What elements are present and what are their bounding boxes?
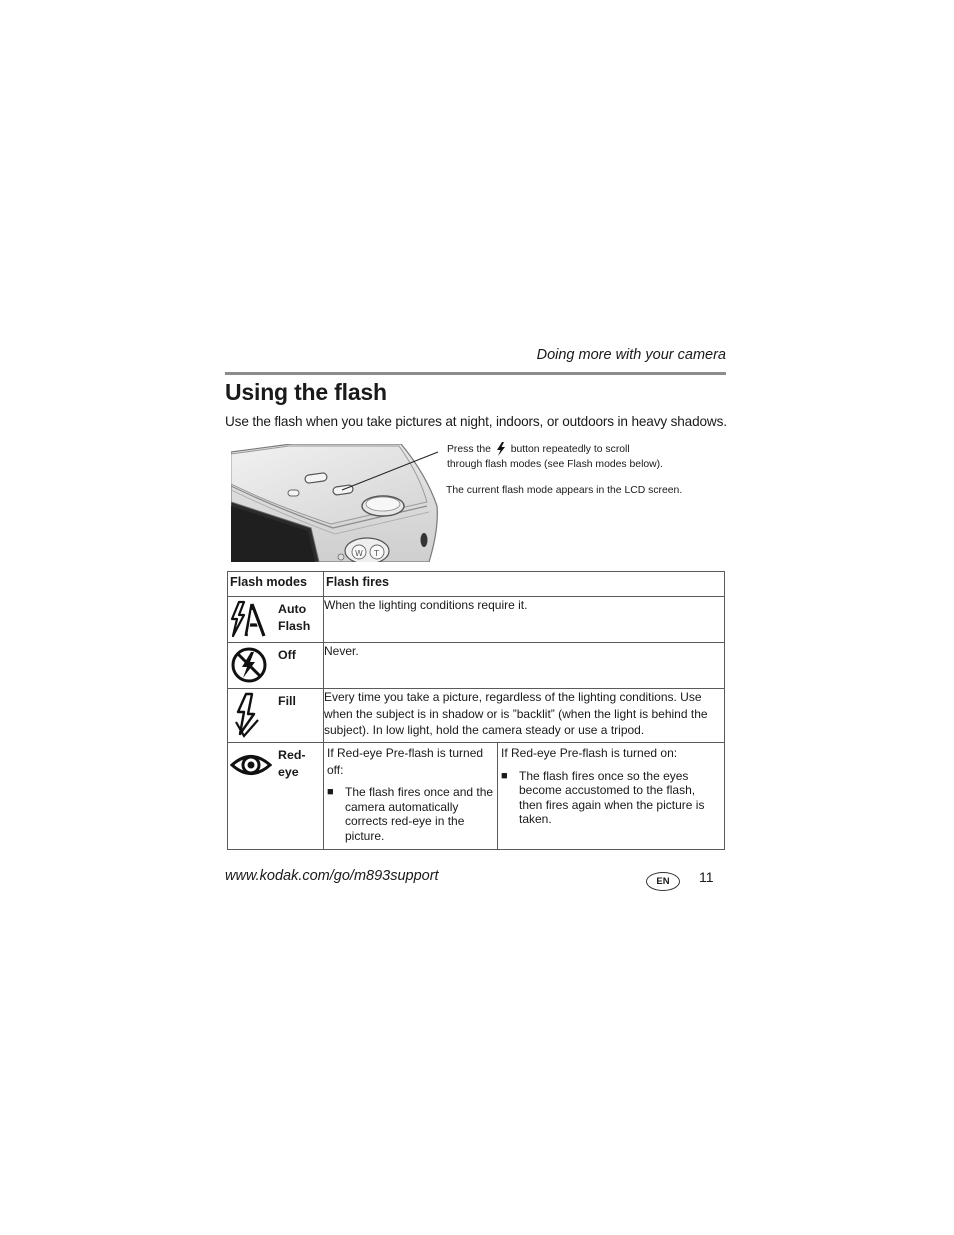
bullet-square-icon: ■ bbox=[327, 786, 334, 798]
camera-illustration bbox=[231, 444, 439, 562]
bullet-square-icon: ■ bbox=[501, 769, 508, 782]
mode-name: Fill bbox=[278, 694, 296, 708]
col-flash-modes: Flash modes bbox=[228, 572, 324, 597]
fill-flash-icon bbox=[230, 692, 274, 738]
callout-lcd: The current flash mode appears in the LCD screen. bbox=[446, 485, 683, 496]
page-number: 11 bbox=[699, 869, 714, 885]
header-rule bbox=[225, 372, 726, 375]
red-eye-off-heading: If Red-eye Pre-flash is turned off: bbox=[327, 746, 484, 777]
flash-modes-table bbox=[227, 571, 725, 850]
red-eye-description bbox=[324, 743, 725, 850]
flash-button-icon bbox=[494, 442, 508, 456]
page-title: Using the flash bbox=[225, 379, 387, 405]
red-eye-off-cell bbox=[324, 743, 498, 849]
col-flash-fires: Flash fires bbox=[324, 572, 725, 597]
table-row bbox=[228, 643, 725, 689]
callout-press-button: Press the button repeatedly to scroll through flash modes (see Flash modes below). bbox=[447, 444, 664, 470]
language-badge: EN bbox=[646, 872, 680, 891]
support-url-link[interactable]: www.kodak.com/go/m893support bbox=[225, 868, 439, 884]
camera-drawing bbox=[231, 444, 439, 562]
mode-description: When the lighting conditions require it. bbox=[324, 597, 725, 643]
red-eye-on-heading: If Red-eye Pre-flash is turned on: bbox=[501, 746, 678, 760]
auto-flash-icon bbox=[230, 600, 274, 638]
red-eye-on-text: The flash fires once so the eyes become accustomed to the flash, then fires again when the picture is taken. bbox=[519, 768, 705, 827]
table-row bbox=[228, 743, 725, 850]
table-header-row bbox=[228, 572, 725, 597]
zoom-w-label: W bbox=[355, 549, 363, 558]
red-eye-icon bbox=[230, 746, 274, 784]
red-eye-on-cell bbox=[498, 743, 724, 849]
mode-description: Every time you take a picture, regardless of the lighting conditions. Use when the subject is in shadow or is ”backlit” (when the light is behind the subject). In low light, hold the camera steady or use a tripod. bbox=[324, 689, 725, 743]
zoom-t-label: T bbox=[374, 549, 379, 558]
flash-off-icon bbox=[230, 646, 274, 684]
table-row bbox=[228, 597, 725, 643]
mode-description: Never. bbox=[324, 643, 725, 689]
intro-text: Use the flash when you take pictures at night, indoors, or outdoors in heavy shadows. bbox=[225, 414, 727, 429]
red-eye-off-text: The flash fires once and the camera automatically corrects red-eye in the picture. bbox=[345, 785, 494, 843]
mode-name: Red-eye bbox=[278, 748, 306, 779]
mode-name: Off bbox=[278, 648, 296, 662]
table-row bbox=[228, 689, 725, 743]
mode-name: Auto Flash bbox=[278, 602, 311, 633]
running-header: Doing more with your camera bbox=[536, 347, 726, 363]
